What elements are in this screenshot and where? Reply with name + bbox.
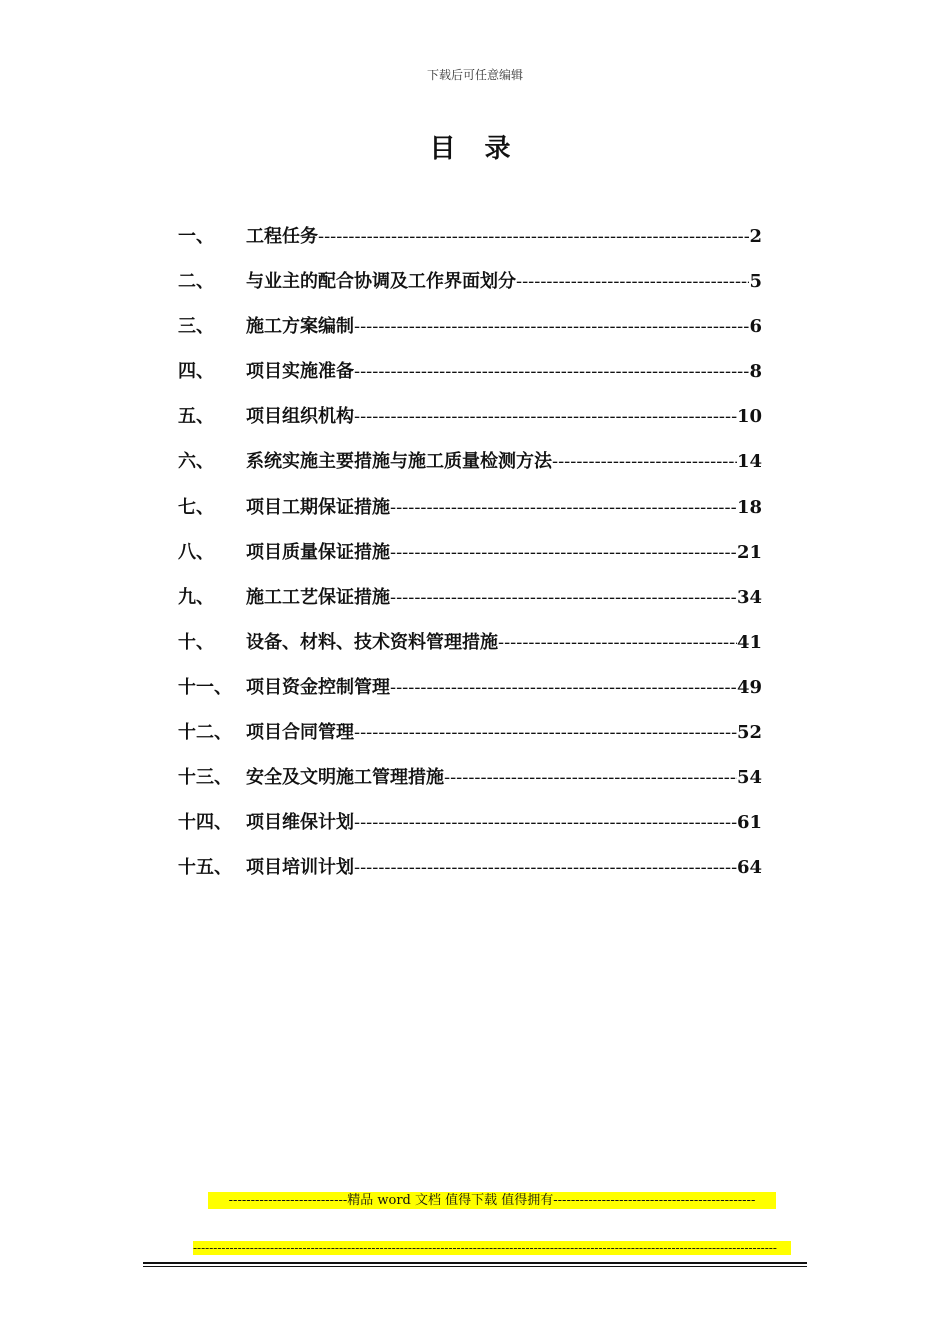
- toc-row[interactable]: [178, 628, 762, 673]
- toc-text: 与业主的配合协调及工作界面划分: [246, 271, 516, 293]
- toc-row[interactable]: [178, 267, 762, 312]
- toc-number: 十、: [178, 631, 214, 653]
- toc-leader: [354, 722, 737, 743]
- toc-number: 七、: [178, 496, 214, 518]
- toc-page: 18: [736, 496, 762, 518]
- toc-text: 施工方案编制: [246, 316, 354, 338]
- toc-text: 项目资金控制管理: [246, 676, 390, 698]
- toc-leader: [390, 677, 737, 698]
- toc-row[interactable]: [178, 583, 762, 628]
- toc-page: 61: [736, 812, 762, 834]
- toc-row[interactable]: [178, 673, 762, 718]
- toc-row[interactable]: [178, 808, 762, 853]
- toc-leader: [354, 857, 737, 878]
- toc-leader: [318, 226, 749, 247]
- toc-leader: [444, 767, 737, 788]
- toc-leader: [516, 271, 749, 292]
- toc-page: 8: [749, 361, 762, 383]
- toc-text: 项目合同管理: [246, 722, 354, 744]
- toc-row[interactable]: [178, 447, 762, 492]
- toc-page: 21: [736, 541, 762, 563]
- toc-number: 一、: [178, 226, 214, 247]
- toc-text: 项目培训计划: [246, 857, 354, 879]
- toc-number: 十五、: [178, 857, 232, 879]
- toc-leader: [354, 812, 737, 833]
- toc-text: 项目维保计划: [246, 812, 354, 834]
- toc-leader: [552, 451, 737, 472]
- header-note: 下载后可任意编辑: [426, 68, 523, 82]
- toc-text: 项目质量保证措施: [246, 541, 390, 563]
- toc-page: 10: [736, 406, 762, 428]
- toc-number: 十二、: [178, 722, 232, 744]
- toc-row[interactable]: [178, 763, 762, 808]
- toc-number: 十四、: [178, 812, 232, 834]
- toc-row[interactable]: [178, 538, 762, 583]
- toc-text: 安全及文明施工管理措施: [246, 767, 444, 789]
- toc-leader: [354, 361, 749, 382]
- footer-banner: ---------------------------精品 word 文档 值得下载 值得拥有----------------------------------------------: [208, 1192, 776, 1209]
- toc-page: 49: [736, 676, 762, 698]
- toc-page: 5: [749, 271, 762, 293]
- footer-dashes: ------------------------------------------------------------------------------------------------------------------------------------------------: [193, 1241, 791, 1255]
- toc-number: 八、: [178, 541, 214, 563]
- toc-text: 工程任务: [246, 226, 318, 247]
- toc-page: 52: [736, 722, 762, 744]
- toc-number: 九、: [178, 586, 214, 608]
- toc-page: 54: [736, 767, 762, 789]
- toc-leader: [354, 316, 749, 337]
- toc-text: 施工工艺保证措施: [246, 586, 390, 608]
- toc-number: 十一、: [178, 676, 232, 698]
- toc-leader: [390, 497, 737, 518]
- toc-leader: [354, 406, 737, 427]
- toc-text: 项目实施准备: [246, 361, 354, 383]
- toc-text: 项目工期保证措施: [246, 496, 390, 518]
- toc-text: 项目组织机构: [246, 406, 354, 428]
- toc-number: 二、: [178, 271, 214, 293]
- toc-row[interactable]: [178, 222, 762, 267]
- toc-page: 64: [736, 857, 762, 879]
- toc-page: 2: [749, 226, 762, 247]
- footer-rule-thin: [143, 1266, 807, 1267]
- footer-rule: [143, 1262, 807, 1264]
- toc-page: 41: [736, 631, 762, 653]
- toc-row[interactable]: [178, 493, 762, 538]
- toc-page: 34: [736, 586, 762, 608]
- toc-leader: [390, 587, 737, 608]
- toc-page: 14: [736, 451, 762, 473]
- toc-text: 系统实施主要措施与施工质量检测方法: [246, 451, 552, 473]
- toc-row[interactable]: [178, 718, 762, 763]
- toc-row[interactable]: [178, 402, 762, 447]
- toc-number: 六、: [178, 451, 214, 473]
- toc-text: 设备、材料、技术资料管理措施: [246, 631, 498, 653]
- toc-number: 三、: [178, 316, 214, 338]
- toc-number: 十三、: [178, 767, 232, 789]
- toc-page: 6: [749, 316, 762, 338]
- toc-leader: [390, 542, 737, 563]
- toc-row[interactable]: [178, 357, 762, 402]
- toc-number: 四、: [178, 361, 214, 383]
- toc-row[interactable]: [178, 312, 762, 357]
- toc-row[interactable]: [178, 853, 762, 898]
- page-title: 目 录: [429, 134, 521, 164]
- toc-leader: [498, 632, 737, 653]
- table-of-contents: [178, 222, 762, 898]
- toc-number: 五、: [178, 406, 214, 428]
